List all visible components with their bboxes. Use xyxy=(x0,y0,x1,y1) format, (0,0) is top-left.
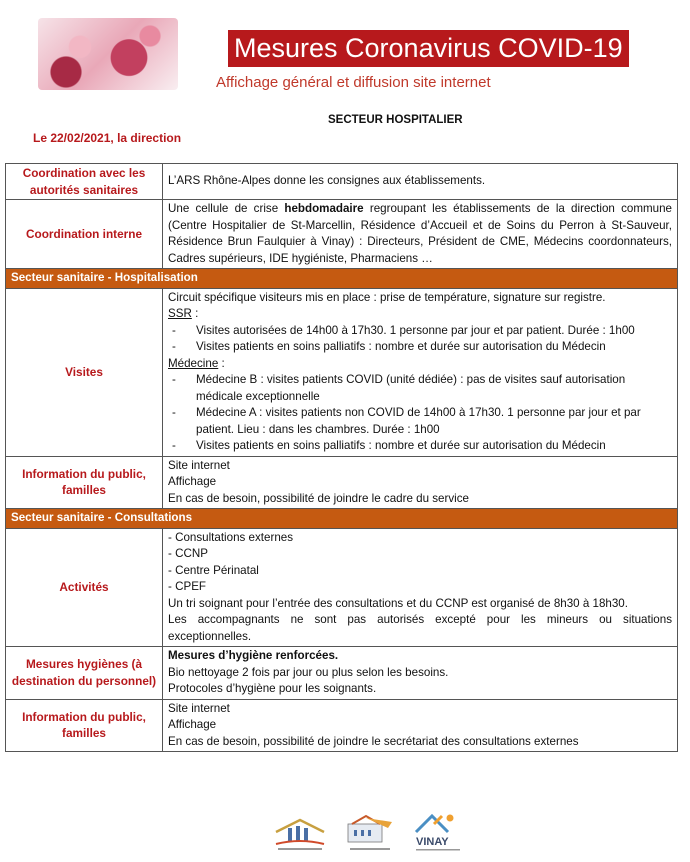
row-content xyxy=(163,528,678,647)
row-content xyxy=(163,288,678,456)
info-line: En cas de besoin, possibilité de joindre le secrétariat des consultations externes xyxy=(168,734,579,748)
list-item: - CPEF xyxy=(168,580,207,593)
coronavirus-image xyxy=(38,18,178,90)
vinay-logo-text: VINAY xyxy=(416,836,449,848)
date-line: Le 22/02/2021, la direction xyxy=(33,131,182,145)
row-label: Coordination interne xyxy=(6,200,163,269)
page-title: Mesures Coronavirus COVID-19 xyxy=(228,30,629,67)
vinay-logo xyxy=(416,815,460,851)
hygiene-line: Protocoles d’hygiène pour les soignants. xyxy=(168,682,377,695)
circuit-text: Circuit spécifique visiteurs mis en place : prise de température, signature sur registre. xyxy=(168,290,606,304)
sector-heading: SECTEUR HOSPITALIER xyxy=(328,114,463,126)
table-row xyxy=(6,200,678,269)
footer-logos xyxy=(270,812,470,856)
hygiene-heading: Mesures d’hygiène renforcées. xyxy=(168,649,339,662)
row-label: Information du public, familles xyxy=(6,456,163,509)
row-label: Information du public, familles xyxy=(6,699,163,752)
list-item: - Visites autorisées de 14h00 à 17h30. 1 personne par jour et par patient. Durée : 1h00 xyxy=(172,323,635,337)
row-label: Coordination avec les autorités sanitaires xyxy=(6,164,163,200)
info-line: Site internet xyxy=(168,458,230,472)
ssr-heading: SSR : xyxy=(168,307,199,320)
list-item: - Centre Périnatal xyxy=(168,563,259,577)
section-title: Secteur sanitaire - Hospitalisation xyxy=(6,269,678,289)
table-row xyxy=(6,288,678,456)
section-title: Secteur sanitaire - Consultations xyxy=(6,509,678,529)
info-line: Site internet xyxy=(168,701,230,715)
info-line: Affichage xyxy=(168,475,217,488)
list-item: - Consultations externes xyxy=(168,530,294,544)
accomp-text: Les accompagnants ne sont pas autorisés excepté pour les mineurs ou situations exceptionnelles. xyxy=(168,613,672,643)
table-row xyxy=(6,699,678,752)
info-line: Affichage xyxy=(168,718,217,731)
hygiene-line: Bio nettoyage 2 fois par jour ou plus selon les besoins. xyxy=(168,665,449,679)
list-item: - Visites patients en soins palliatifs : nombre et durée sur autorisation du Médecin xyxy=(172,439,606,452)
page-subtitle: Affichage général et diffusion site internet xyxy=(216,74,491,91)
list-item: - Médecine A : visites patients non COVID de 14h00 à 17h30. 1 personne par jour et par patient. Lieu : dans les chambres. Durée : 1h00 xyxy=(172,406,641,436)
measures-table xyxy=(5,163,678,752)
row-label: Visites xyxy=(6,288,163,456)
row-content xyxy=(163,647,678,700)
section-row xyxy=(6,269,678,289)
row-content xyxy=(163,456,678,509)
table-row xyxy=(6,164,678,200)
residence-perron-logo xyxy=(348,816,392,850)
hospital-logo xyxy=(276,820,324,850)
row-content: L’ARS Rhône-Alpes donne les consignes aux établissements. xyxy=(163,164,678,200)
table-row xyxy=(6,528,678,647)
medecine-heading: Médecine : xyxy=(168,356,225,370)
tri-text: Un tri soignant pour l’entrée des consultations et du CCNP est organisé de 8h30 à 18h30. xyxy=(168,596,628,610)
row-content: Une cellule de crise hebdomadaire regroupant les établissements de la direction commune (Centre Hospitalier de St-Marcellin, Résidence d’Accueil et de Soins du Perron à St-Sauveur, Résidence Brun Faulquier à Vinay) : Directeurs, Président de CME, Médecins coordonnateurs, Cadres supérieurs, IDE hygiéniste, Pharmaciens … xyxy=(163,200,678,269)
list-item: - Médecine B : visites patients COVID (unité dédiée) : pas de visites sauf autorisation médicale exceptionnelle xyxy=(172,373,626,403)
table-row xyxy=(6,456,678,509)
row-label: Mesures hygiènes (à destination du personnel) xyxy=(6,647,163,700)
list-item: - CCNP xyxy=(168,547,208,560)
table-row xyxy=(6,647,678,700)
list-item: - Visites patients en soins palliatifs : nombre et durée sur autorisation du Médecin xyxy=(172,340,606,353)
section-row xyxy=(6,509,678,529)
info-line: En cas de besoin, possibilité de joindre le cadre du service xyxy=(168,491,469,505)
row-label: Activités xyxy=(6,528,163,647)
row-content xyxy=(163,699,678,752)
